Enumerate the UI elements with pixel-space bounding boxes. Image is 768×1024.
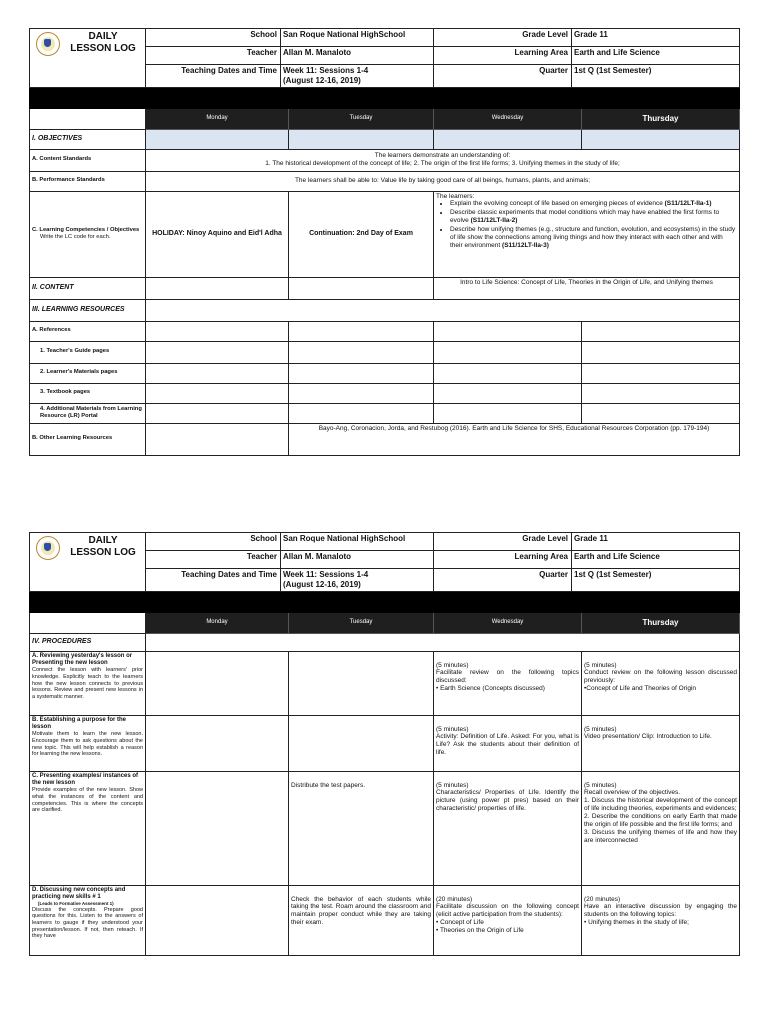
competency-text: Describe classic experiments that model conditions which may have enabled the first forms to evolve [450, 209, 720, 225]
deped-logo-cell [30, 29, 146, 88]
school-value: San Roque National HighSchool [281, 29, 434, 47]
procedure-row [30, 885, 740, 955]
day-wednesday: Wednesday [434, 612, 582, 633]
competency-list [436, 200, 737, 250]
day-monday: Monday [146, 108, 289, 129]
lesson-log-page-1 [29, 28, 739, 456]
procedures-heading: IV. PROCEDURES [30, 633, 146, 651]
performance-standards-value: The learners shall be able to: Value life by taking good care of all beings, humans, plants, and animals; [146, 171, 740, 191]
day-tuesday: Tuesday [289, 612, 434, 633]
teacher-value: Allan M. Manaloto [281, 551, 434, 569]
day-thursday: Thursday [582, 108, 740, 129]
teacher-value: Allan M. Manaloto [281, 47, 434, 65]
lesson-log-page-2 [29, 532, 739, 956]
procedure-thu-cell: (20 minutes) Have an interactive discussion by engaging the students on the following topics: • Unifying themes in the study of life; [582, 885, 740, 955]
learning-area-value: Earth and Life Science [572, 47, 740, 65]
school-value: San Roque National HighSchool [281, 533, 434, 551]
teaching-dates-value [281, 65, 434, 88]
procedure-wed-cell: (20 minutes) Facilitate discussion on the following concept (elicit active participation from the students): • Concept of Life • Theories on the Origin of Life [434, 885, 582, 955]
deped-seal-icon [36, 536, 60, 560]
learning-competencies-label: C. Learning Competencies / Objectives Write the LC code for each. [30, 191, 146, 277]
learners-materials-label: 2. Learner's Materials pages [30, 363, 146, 383]
black-bar [30, 88, 740, 108]
procedure-mon-cell [146, 885, 289, 955]
teaching-dates-label: Teaching Dates and Time [146, 65, 281, 88]
additional-materials-label: 4. Additional Materials from Learning Resource (LR) Portal [30, 403, 146, 423]
procedure-title: D. Discussing new concepts and practicing new skills # 1 [32, 886, 126, 900]
performance-standards-label: B. Performance Standards [30, 171, 146, 191]
content-heading: II. CONTENT [30, 277, 146, 299]
procedure-label [30, 771, 146, 885]
procedure-description: Provide examples of the new lesson. Show what the instances of the content and competencies. This is where the concepts are clarified. [32, 787, 143, 814]
procedure-mon-cell [146, 771, 289, 885]
other-resources-value: Bayo-Ang, Coronacion, Jorda, and Restubog (2016). Earth and Life Science for SHS, Educational Resources Corporation (pp. 179-194) [289, 423, 740, 455]
learning-resources-heading: III. LEARNING RESOURCES [30, 299, 146, 321]
dates-line1: Week 11: Sessions 1-4 [283, 66, 369, 75]
learning-area-label: Learning Area [434, 551, 572, 569]
black-bar [30, 592, 740, 612]
quarter-value: 1st Q (1st Semester) [572, 65, 740, 88]
school-label: School [146, 533, 281, 551]
procedure-title: A. Reviewing yesterday's lesson or Presenting the new lesson [32, 652, 133, 666]
lesson-log-header-2 [29, 532, 740, 592]
procedure-wed-cell: (5 minutes) Activity: Definition of Life. Asked: For you, what is Life? Ask the students about their definition of life. [434, 715, 582, 771]
textbook-pages-label: 3. Textbook pages [30, 383, 146, 403]
other-resources-label: B. Other Learning Resources [30, 423, 146, 455]
teaching-dates-value: Week 11: Sessions 1-4 (August 12-16, 2019) [281, 569, 434, 592]
day-headers [30, 108, 740, 129]
procedure-label [30, 715, 146, 771]
grade-level-label: Grade Level [434, 29, 572, 47]
content-standards-value: The learners demonstrate an understanding of: 1. The historical development of the concept of life; 2. The origin of the first life forms; 3. Unifying themes in the study of life; [146, 149, 740, 171]
learning-area-value: Earth and Life Science [572, 551, 740, 569]
teachers-guide-label: 1. Teacher's Guide pages [30, 341, 146, 363]
competency-item [450, 209, 737, 225]
procedure-tue-cell [289, 715, 434, 771]
procedure-tue-cell [289, 651, 434, 715]
quarter-label: Quarter [434, 65, 572, 88]
procedure-title: B. Establishing a purpose for the lesson [32, 716, 127, 730]
competency-item [450, 226, 737, 250]
day-headers [30, 612, 740, 633]
competency-code: (S11/12LT-IIa-1) [664, 200, 712, 208]
procedure-rows [30, 651, 740, 955]
school-label: School [146, 29, 281, 47]
procedure-thu-cell: (5 minutes) Conduct review on the following lesson discussed previously: •Concept of Life and Theories of Origin [582, 651, 740, 715]
lesson-log-body [29, 88, 740, 456]
competency-text: Explain the evolving concept of life based on emerging pieces of evidence [450, 200, 665, 208]
competency-item [450, 200, 737, 208]
learning-competencies-value: The learners: • Explain the evolving concept of life based on emerging pieces of evidence (S11/12LT-IIa-1) • Describe classic experiments that model conditions which may have enabled the first forms to evolve (S11/12LT-IIa-2) • Describe how unifying themes (e.g., structure and function, evolution, and ecosystems) in the study of life show the connections among living things and how they interact with each other and with their environment (S11/12LT-IIa-3) [434, 191, 740, 277]
procedure-mon-cell [146, 651, 289, 715]
teacher-label: Teacher [146, 551, 281, 569]
procedure-title: C. Presenting examples/ instances of the new lesson [32, 772, 139, 786]
procedure-subtitle: (Leads to Formative Assessment 1) [38, 901, 114, 907]
procedure-mon-cell [146, 715, 289, 771]
deped-logo-cell [30, 533, 146, 592]
procedure-description: Discuss the concepts. Prepare good questions for this. Listen to the answers of learners to gauge if they understood your presentation/lesson. If not, then reteach. If they have [32, 906, 143, 940]
dates-line2: (August 12-16, 2019) [283, 75, 361, 85]
day-monday: Monday [146, 612, 289, 633]
procedure-thu-cell: (5 minutes) Recall overview of the objectives. 1. Discuss the historical development of the concept of life including theories, experiments and evidences; 2. Describe the conditions on early Earth that made the origin of life possible and the first life forms; and 3. Discuss the unifying themes of life and how they are interconnected [582, 771, 740, 885]
procedures-table [29, 592, 740, 956]
procedure-label [30, 651, 146, 715]
competency-code: (S11/12LT-IIa-3) [502, 242, 549, 250]
references-label: A. References [30, 321, 146, 341]
procedure-wed-cell: (5 minutes) Characteristics/ Properties of Life. Identify the picture (using power pt pres) based on their characteristic/ properties of life. [434, 771, 582, 885]
log-title: DAILY LESSON LOG [70, 535, 136, 558]
day-thursday: Thursday [582, 612, 740, 633]
procedure-row [30, 771, 740, 885]
lesson-log-header [29, 28, 740, 88]
procedure-row [30, 715, 740, 771]
learning-area-label: Learning Area [434, 47, 572, 65]
grade-level-value: Grade 11 [572, 29, 740, 47]
competency-code: (S11/12LT-IIa-2) [470, 217, 518, 225]
day-tuesday: Tuesday [289, 108, 434, 129]
grade-level-value: Grade 11 [572, 533, 740, 551]
teaching-dates-label: Teaching Dates and Time [146, 569, 281, 592]
procedure-tue-cell: Distribute the test papers. [289, 771, 434, 885]
procedure-thu-cell: (5 minutes) Video presentation/ Clip: Introduction to Life. [582, 715, 740, 771]
objectives-heading: I. OBJECTIVES [30, 129, 146, 149]
procedure-tue-cell: Check the behavior of each students while taking the test. Roam around the classroom and maintain proper conduct while they are taking their exam. [289, 885, 434, 955]
content-standards-label: A. Content Standards [30, 149, 146, 171]
quarter-value: 1st Q (1st Semester) [572, 569, 740, 592]
grade-level-label: Grade Level [434, 533, 572, 551]
deped-seal-icon [36, 32, 60, 56]
day-wednesday: Wednesday [434, 108, 582, 129]
tuesday-continuation: Continuation: 2nd Day of Exam [289, 191, 434, 277]
procedure-description: Motivate them to learn the new lesson. Encourage them to ask questions about the new topic. This will help establish a reason for learning the new lessons. [32, 731, 143, 758]
quarter-label: Quarter [434, 569, 572, 592]
procedure-wed-cell: (5 minutes) Facilitate review on the following topics discussed: • Earth Science (Concepts discussed) [434, 651, 582, 715]
competency-text: Describe how unifying themes (e.g., structure and function, evolution, and ecosystems) in the study of life show the connections among living things and how they interact with each other and with their environment [450, 226, 736, 250]
log-title [68, 31, 138, 54]
procedure-label [30, 885, 146, 955]
teacher-label: Teacher [146, 47, 281, 65]
procedure-row [30, 651, 740, 715]
monday-holiday: HOLIDAY: Ninoy Aquino and Eid'l Adha [146, 191, 289, 277]
content-value: Intro to Life Science: Concept of Life, Theories in the Origin of Life, and Unifying themes [434, 277, 740, 299]
log-title-line2: LESSON LOG [70, 42, 136, 54]
log-title-line1: DAILY [88, 31, 118, 42]
procedure-description: Connect the lesson with learners' prior knowledge. Explicitly teach to the learners how the new lesson connects to previous lessons. Review and present new lessons in a systematic manner. [32, 667, 143, 700]
